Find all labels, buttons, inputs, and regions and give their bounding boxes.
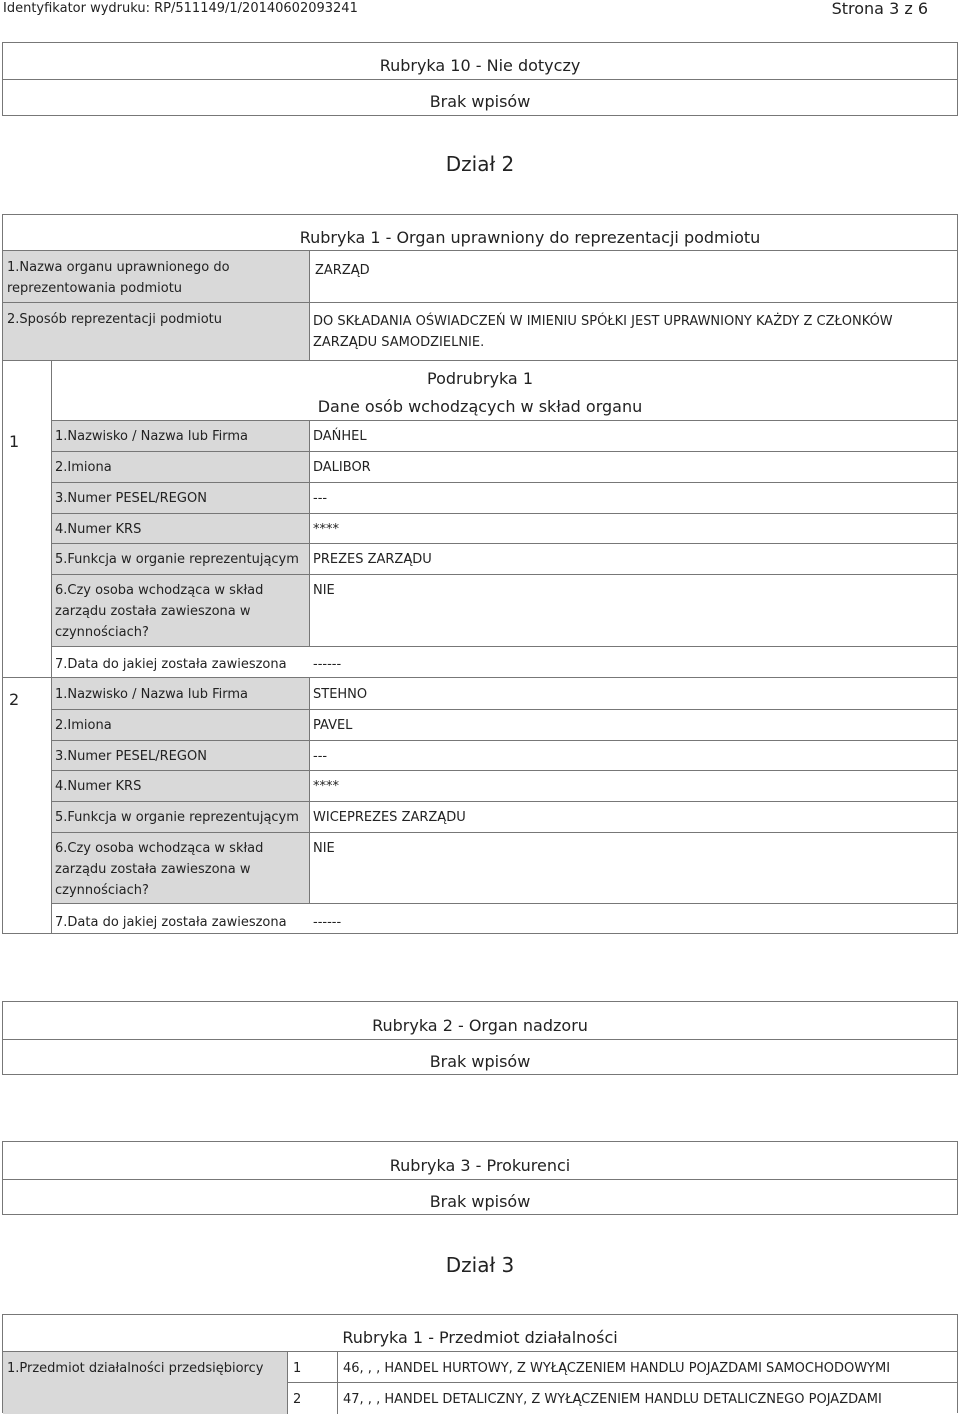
subsection-title: Podrubryka 1 [427,369,533,388]
suspended-date-value: ------ [313,657,342,672]
activity-item-text: 47, , , HANDEL DETALICZNY, Z WYŁĄCZENIEM HANDLU DETALICZNEGO POJAZDAMI [343,1392,882,1407]
section-title: Rubryka 10 - Nie dotyczy [379,56,581,75]
activity-item-number: 2 [293,1392,302,1407]
rubryka-10-section [2,42,958,116]
subsection-subtitle: Dane osób wchodzących w skład organu [317,397,643,416]
print-identifier: Identyfikator wydruku: RP/511149/1/20140602093241 [3,1,358,16]
section-title: Rubryka 3 - Prokurenci [389,1156,571,1175]
function-value: PREZES ZARZĄDU [313,552,432,567]
no-entries-text: Brak wpisów [429,1052,531,1071]
rubryka-2-section [2,1001,958,1075]
person-number: 2 [9,690,20,709]
names-value: DALIBOR [313,460,371,475]
representation-value: DO SKŁADANIA OŚWIADCZEŃ W IMIENIU SPÓŁKI JEST UPRAWNIONY KAŻDY Z CZŁONKÓW ZARZĄDU SAMODZIELNIE. [313,314,893,350]
names-value: PAVEL [313,718,353,733]
surname-value: STEHNO [313,687,368,702]
suspended-value: NIE [313,583,335,598]
krs-label: 4.Numer KRS [55,779,142,794]
function-value: WICEPREZES ZARZĄDU [313,810,466,825]
page-number: Strona 3 z 6 [831,0,928,18]
organ-name-label-text: 1.Nazwa organu uprawnionego do reprezentowania podmiotu [7,260,230,296]
function-label: 5.Funkcja w organie reprezentującym [55,552,299,567]
activity-item-number: 1 [293,1361,302,1376]
rubryka-1-przedmiot-section [2,1314,958,1413]
rubryka-3-section [2,1141,958,1215]
organ-name-label [3,251,309,302]
suspended-value: NIE [313,841,335,856]
section-title: Rubryka 2 - Organ nadzoru [372,1016,588,1035]
organ-name-value: ZARZĄD [315,263,370,278]
dzial-2-title: Dział 2 [445,152,515,176]
no-entries-text: Brak wpisów [429,92,531,111]
representation-label-text: 2.Sposób reprezentacji podmiotu [7,312,222,327]
krs-value: **** [313,779,339,794]
krs-value: **** [313,522,339,537]
function-label: 5.Funkcja w organie reprezentującym [55,810,299,825]
suspended-label: 6.Czy osoba wchodząca w skład zarządu została zawieszona w czynnościach? [55,841,264,898]
suspended-date-label: 7.Data do jakiej została zawieszona [55,657,287,672]
suspended-date-value: ------ [313,915,342,930]
pesel-value: --- [313,749,328,764]
surname-label: 1.Nazwisko / Nazwa lub Firma [55,687,248,702]
activity-label: 1.Przedmiot działalności przedsiębiorcy [7,1361,264,1376]
rubryka-1-organ-section [2,214,958,934]
dzial-3-title: Dział 3 [445,1253,515,1277]
person-number: 1 [9,432,20,451]
krs-label: 4.Numer KRS [55,522,142,537]
no-entries-text: Brak wpisów [429,1192,531,1211]
suspended-date-label: 7.Data do jakiej została zawieszona [55,915,287,930]
activity-item-text: 46, , , HANDEL HURTOWY, Z WYŁĄCZENIEM HANDLU POJAZDAMI SAMOCHODOWYMI [343,1361,891,1376]
pesel-value: --- [313,491,328,506]
section-title: Rubryka 1 - Organ uprawniony do reprezentacji podmiotu [299,228,761,247]
pesel-label: 3.Numer PESEL/REGON [55,491,207,506]
representation-label [3,303,309,360]
section-title: Rubryka 1 - Przedmiot działalności [342,1328,618,1347]
names-label: 2.Imiona [55,718,112,733]
surname-value: DAŃHEL [313,429,367,444]
names-label: 2.Imiona [55,460,112,475]
surname-label: 1.Nazwisko / Nazwa lub Firma [55,429,248,444]
pesel-label: 3.Numer PESEL/REGON [55,749,207,764]
suspended-label: 6.Czy osoba wchodząca w skład zarządu została zawieszona w czynnościach? [55,583,264,640]
